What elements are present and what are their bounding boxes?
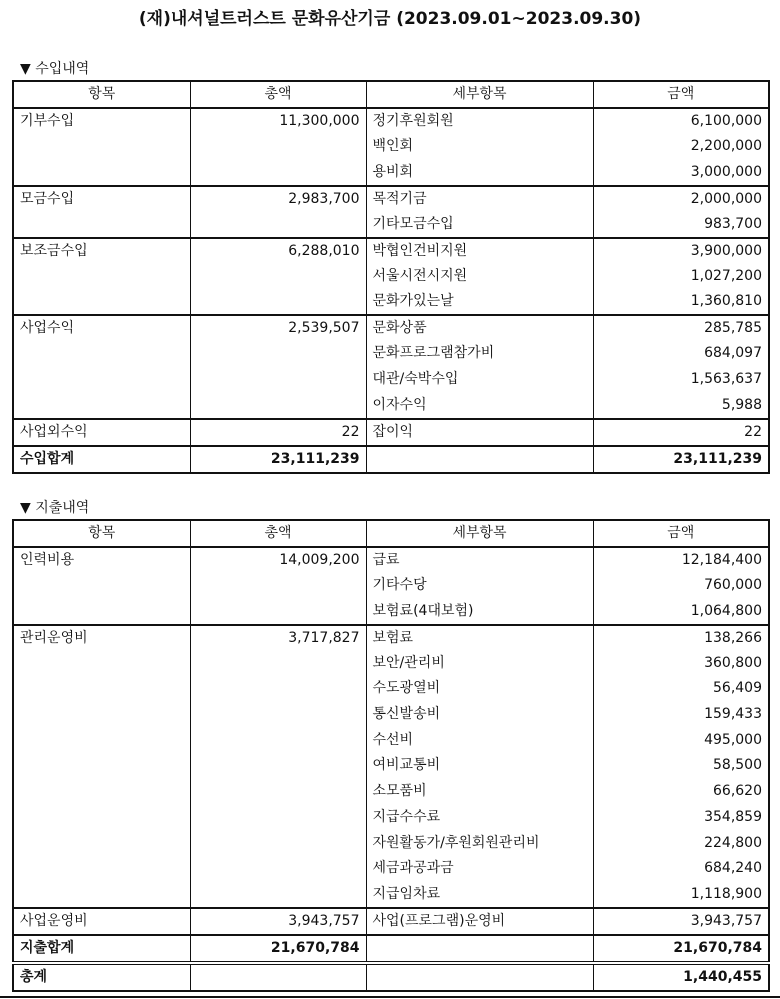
amount-cell: 22 <box>593 419 769 446</box>
item-cell <box>13 264 190 290</box>
item-cell <box>13 134 190 160</box>
detail-cell: 백인회 <box>366 134 593 160</box>
total-cell: 6,288,010 <box>190 238 366 264</box>
item-cell <box>13 856 190 882</box>
subtotal-amount: 23,111,239 <box>593 446 769 473</box>
grand-total-label: 총계 <box>13 963 190 991</box>
detail-cell: 지급임차료 <box>366 882 593 908</box>
item-cell <box>13 599 190 625</box>
item-cell: 모금수입 <box>13 186 190 212</box>
item-cell <box>13 393 190 419</box>
total-cell <box>190 160 366 186</box>
subtotal-total: 21,670,784 <box>190 935 366 963</box>
item-cell <box>13 779 190 805</box>
table-row <box>13 831 769 857</box>
header-detail: 세부항목 <box>366 81 593 108</box>
table-row <box>13 341 769 367</box>
income-section-label: ▼ 수입내역 <box>20 61 90 77</box>
total-cell <box>190 212 366 238</box>
table-row <box>13 160 769 186</box>
amount-cell: 224,800 <box>593 831 769 857</box>
header-total: 총액 <box>190 81 366 108</box>
empty-cell <box>366 963 593 991</box>
subtotal-total: 23,111,239 <box>190 446 366 473</box>
total-cell <box>190 856 366 882</box>
total-cell: 3,943,757 <box>190 908 366 935</box>
amount-cell: 684,240 <box>593 856 769 882</box>
item-cell <box>13 367 190 393</box>
amount-cell: 495,000 <box>593 728 769 754</box>
total-cell <box>190 779 366 805</box>
amount-cell: 684,097 <box>593 341 769 367</box>
item-cell: 사업수익 <box>13 315 190 341</box>
header-detail: 세부항목 <box>366 520 593 547</box>
page-title: (재)내셔널트러스트 문화유산기금 (2023.09.01~2023.09.30) <box>138 9 642 29</box>
item-cell: 인력비용 <box>13 547 190 573</box>
table-row <box>13 264 769 290</box>
amount-cell: 12,184,400 <box>593 547 769 573</box>
table-row <box>13 882 769 908</box>
item-cell <box>13 289 190 315</box>
total-cell <box>190 367 366 393</box>
item-cell: 기부수입 <box>13 108 190 134</box>
table-row <box>13 908 769 935</box>
detail-cell: 수선비 <box>366 728 593 754</box>
total-cell <box>190 676 366 702</box>
item-cell <box>13 831 190 857</box>
amount-cell: 1,360,810 <box>593 289 769 315</box>
table-row <box>13 753 769 779</box>
table-row <box>13 728 769 754</box>
total-cell <box>190 805 366 831</box>
amount-cell: 285,785 <box>593 315 769 341</box>
table-row <box>13 856 769 882</box>
item-cell <box>13 728 190 754</box>
item-cell <box>13 753 190 779</box>
income-table <box>12 80 770 474</box>
table-row <box>13 212 769 238</box>
grand-total-amount: 1,440,455 <box>593 963 769 991</box>
detail-cell: 이자수익 <box>366 393 593 419</box>
total-cell <box>190 882 366 908</box>
detail-cell: 수도광열비 <box>366 676 593 702</box>
item-cell <box>13 341 190 367</box>
item-cell: 보조금수입 <box>13 238 190 264</box>
detail-cell: 여비교통비 <box>366 753 593 779</box>
subtotal-label: 지출합계 <box>13 935 190 963</box>
amount-cell: 3,943,757 <box>593 908 769 935</box>
amount-cell: 1,027,200 <box>593 264 769 290</box>
amount-cell: 66,620 <box>593 779 769 805</box>
amount-cell: 760,000 <box>593 573 769 599</box>
detail-cell: 서울시전시지원 <box>366 264 593 290</box>
header-amount: 금액 <box>593 520 769 547</box>
expense-section-label: ▼ 지출내역 <box>20 500 90 516</box>
detail-cell: 정기후원회원 <box>366 108 593 134</box>
subtotal-label: 수입합계 <box>13 446 190 473</box>
subtotal-row <box>13 935 769 963</box>
table-row <box>13 779 769 805</box>
detail-cell: 문화가있는날 <box>366 289 593 315</box>
header-amount: 금액 <box>593 81 769 108</box>
total-cell <box>190 289 366 315</box>
total-cell <box>190 264 366 290</box>
total-cell <box>190 831 366 857</box>
amount-cell: 6,100,000 <box>593 108 769 134</box>
subtotal-row <box>13 446 769 473</box>
detail-cell: 급료 <box>366 547 593 573</box>
table-row <box>13 108 769 134</box>
detail-cell: 소모품비 <box>366 779 593 805</box>
amount-cell: 983,700 <box>593 212 769 238</box>
detail-cell: 기타모금수입 <box>366 212 593 238</box>
item-cell <box>13 651 190 677</box>
total-cell: 3,717,827 <box>190 625 366 651</box>
header-total: 총액 <box>190 520 366 547</box>
table-row <box>13 238 769 264</box>
expense-table <box>12 519 770 992</box>
item-cell <box>13 882 190 908</box>
table-row <box>13 651 769 677</box>
total-cell <box>190 134 366 160</box>
detail-cell: 잡이익 <box>366 419 593 446</box>
table-row <box>13 419 769 446</box>
table-row <box>13 573 769 599</box>
amount-cell: 3,000,000 <box>593 160 769 186</box>
detail-cell: 목적기금 <box>366 186 593 212</box>
table-row <box>13 676 769 702</box>
total-cell: 2,983,700 <box>190 186 366 212</box>
amount-cell: 5,988 <box>593 393 769 419</box>
bottom-divider <box>0 996 780 998</box>
grand-total-row <box>13 963 769 991</box>
total-cell: 2,539,507 <box>190 315 366 341</box>
table-row <box>13 289 769 315</box>
header-row <box>13 81 769 108</box>
detail-cell: 세금과공과금 <box>366 856 593 882</box>
header-row <box>13 520 769 547</box>
detail-cell: 지급수수료 <box>366 805 593 831</box>
table-row <box>13 599 769 625</box>
empty-cell <box>366 446 593 473</box>
detail-cell: 용비회 <box>366 160 593 186</box>
table-row <box>13 702 769 728</box>
total-cell: 14,009,200 <box>190 547 366 573</box>
table-row <box>13 315 769 341</box>
amount-cell: 354,859 <box>593 805 769 831</box>
total-cell <box>190 753 366 779</box>
item-cell <box>13 212 190 238</box>
detail-cell: 보험료(4대보험) <box>366 599 593 625</box>
table-row <box>13 367 769 393</box>
item-cell: 사업외수익 <box>13 419 190 446</box>
amount-cell: 159,433 <box>593 702 769 728</box>
item-cell: 관리운영비 <box>13 625 190 651</box>
detail-cell: 통신발송비 <box>366 702 593 728</box>
item-cell <box>13 573 190 599</box>
table-row <box>13 805 769 831</box>
amount-cell: 2,200,000 <box>593 134 769 160</box>
total-cell <box>190 341 366 367</box>
header-item: 항목 <box>13 520 190 547</box>
amount-cell: 58,500 <box>593 753 769 779</box>
table-row <box>13 186 769 212</box>
table-row <box>13 547 769 573</box>
item-cell <box>13 702 190 728</box>
amount-cell: 360,800 <box>593 651 769 677</box>
amount-cell: 1,064,800 <box>593 599 769 625</box>
total-cell <box>190 599 366 625</box>
amount-cell: 2,000,000 <box>593 186 769 212</box>
total-cell <box>190 702 366 728</box>
total-cell <box>190 393 366 419</box>
table-row <box>13 625 769 651</box>
total-cell <box>190 573 366 599</box>
detail-cell: 자원활동가/후원회원관리비 <box>366 831 593 857</box>
amount-cell: 56,409 <box>593 676 769 702</box>
item-cell <box>13 805 190 831</box>
total-cell <box>190 651 366 677</box>
detail-cell: 보안/관리비 <box>366 651 593 677</box>
amount-cell: 3,900,000 <box>593 238 769 264</box>
item-cell <box>13 160 190 186</box>
amount-cell: 138,266 <box>593 625 769 651</box>
detail-cell: 문화상품 <box>366 315 593 341</box>
detail-cell: 보험료 <box>366 625 593 651</box>
subtotal-amount: 21,670,784 <box>593 935 769 963</box>
table-row <box>13 134 769 160</box>
amount-cell: 1,118,900 <box>593 882 769 908</box>
detail-cell: 박협인건비지원 <box>366 238 593 264</box>
header-item: 항목 <box>13 81 190 108</box>
detail-cell: 사업(프로그램)운영비 <box>366 908 593 935</box>
detail-cell: 대관/숙박수입 <box>366 367 593 393</box>
amount-cell: 1,563,637 <box>593 367 769 393</box>
item-cell: 사업운영비 <box>13 908 190 935</box>
total-cell: 11,300,000 <box>190 108 366 134</box>
detail-cell: 기타수당 <box>366 573 593 599</box>
empty-cell <box>190 963 366 991</box>
item-cell <box>13 676 190 702</box>
table-row <box>13 393 769 419</box>
detail-cell: 문화프로그램참가비 <box>366 341 593 367</box>
total-cell <box>190 728 366 754</box>
empty-cell <box>366 935 593 963</box>
total-cell: 22 <box>190 419 366 446</box>
